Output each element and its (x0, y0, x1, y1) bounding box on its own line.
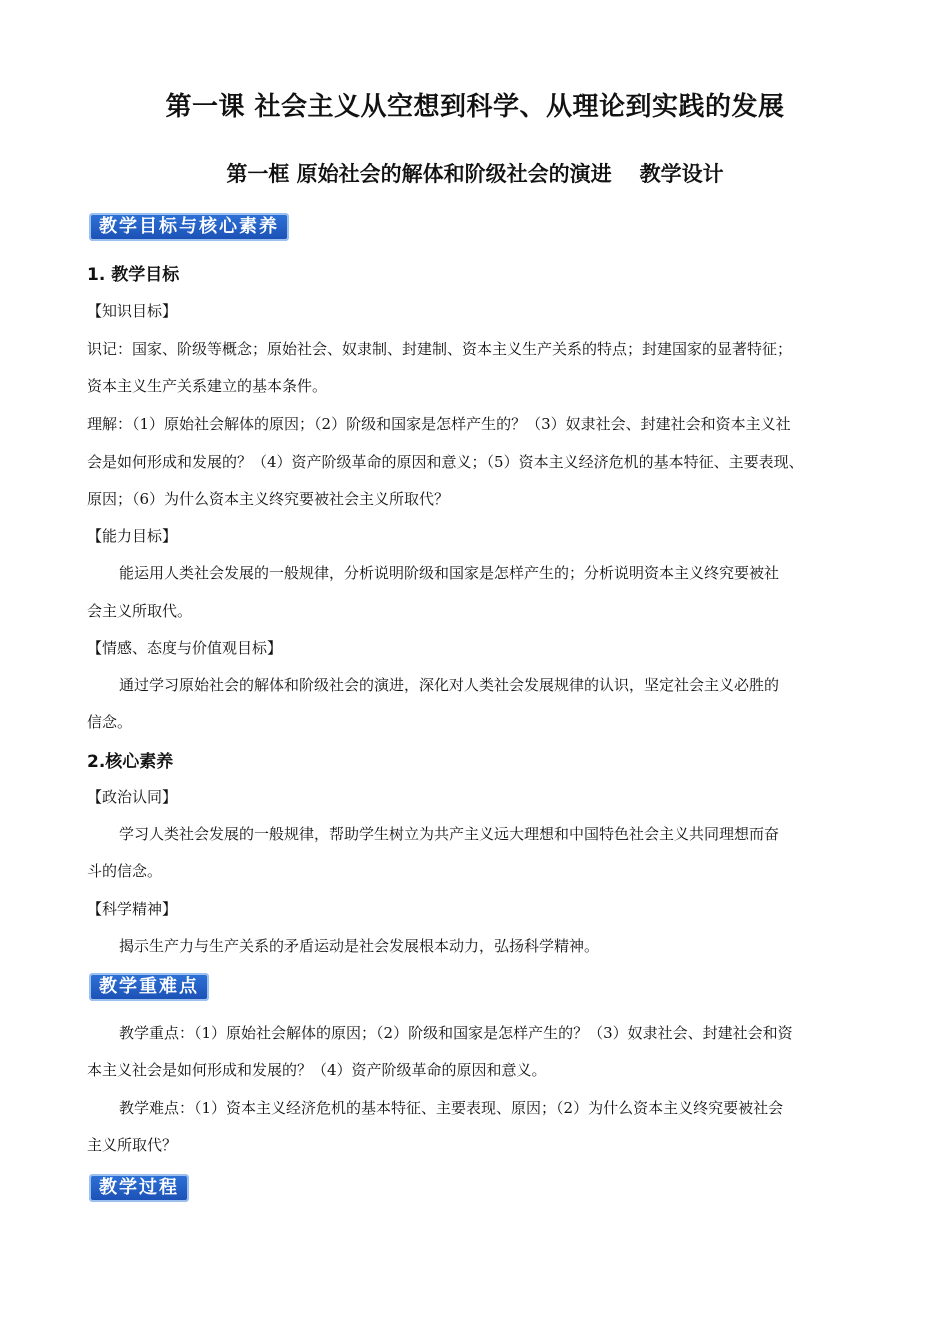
understand-line-1: 理解：（1）原始社会解体的原因；（2）阶级和国家是怎样产生的？（3）奴隶社会、封建社会和资本主义社 (87, 415, 791, 433)
knowledge-line-2: 资本主义生产关系建立的基本条件。 (87, 377, 328, 395)
science-label: 【科学精神】 (87, 900, 178, 918)
understand-line-2: 会是如何形成和发展的？（4）资产阶级革命的原因和意义；（5）资本主义经济危机的基本特征、主要表现、 (87, 453, 804, 471)
ability-label: 【能力目标】 (87, 527, 178, 545)
section1-heading: 1. 教学目标 (87, 265, 180, 285)
subtitle-tail: 教学设计 (639, 162, 724, 186)
knowledge-label: 【知识目标】 (87, 302, 178, 320)
keypoints-badge: 教学重难点 (89, 973, 209, 1001)
emotion-line-1: 通过学习原始社会的解体和阶级社会的演进，深化对人类社会发展规律的认识，坚定社会主义必胜的 (119, 676, 780, 694)
difficulty-line-2: 主义所取代？ (87, 1136, 178, 1154)
ability-line-1: 能运用人类社会发展的一般规律，分析说明阶级和国家是怎样产生的；分析说明资本主义终究要被社 (119, 564, 780, 582)
focus-line-1: 教学重点：（1）原始社会解体的原因；（2）阶级和国家是怎样产生的？（3）奴隶社会、封建社会和资 (119, 1024, 793, 1042)
understand-line-3: 原因；（6）为什么资本主义终究要被社会主义所取代？ (87, 490, 450, 508)
section2-heading: 2.核心素养 (87, 752, 174, 772)
focus-line-2: 本主义社会是如何形成和发展的？（4）资产阶级革命的原因和意义。 (87, 1061, 547, 1079)
politics-line-1: 学习人类社会发展的一般规律，帮助学生树立为共产主义远大理想和中国特色社会主义共同理想而奋 (119, 825, 780, 843)
lesson-title: 第一课 社会主义从空想到科学、从理论到实践的发展 (165, 92, 785, 122)
subtitle-main: 第一框 原始社会的解体和阶级社会的演进 (226, 162, 612, 186)
politics-label: 【政治认同】 (87, 788, 178, 806)
science-line-1: 揭示生产力与生产关系的矛盾运动是社会发展根本动力，弘扬科学精神。 (119, 937, 600, 955)
knowledge-line-1: 识记：国家、阶级等概念；原始社会、奴隶制、封建制、资本主义生产关系的特点；封建国家的显著特征； (87, 340, 793, 358)
difficulty-line-1: 教学难点：（1）资本主义经济危机的基本特征、主要表现、原因；（2）为什么资本主义终究要被社会 (119, 1099, 784, 1117)
ability-line-2: 会主义所取代。 (87, 602, 193, 620)
emotion-line-2: 信念。 (87, 713, 133, 731)
goals-badge: 教学目标与核心素养 (89, 213, 289, 241)
lesson-subtitle (0, 158, 950, 188)
politics-line-2: 斗的信念。 (87, 862, 163, 880)
emotion-label: 【情感、态度与价值观目标】 (87, 639, 283, 657)
process-badge: 教学过程 (89, 1174, 189, 1202)
